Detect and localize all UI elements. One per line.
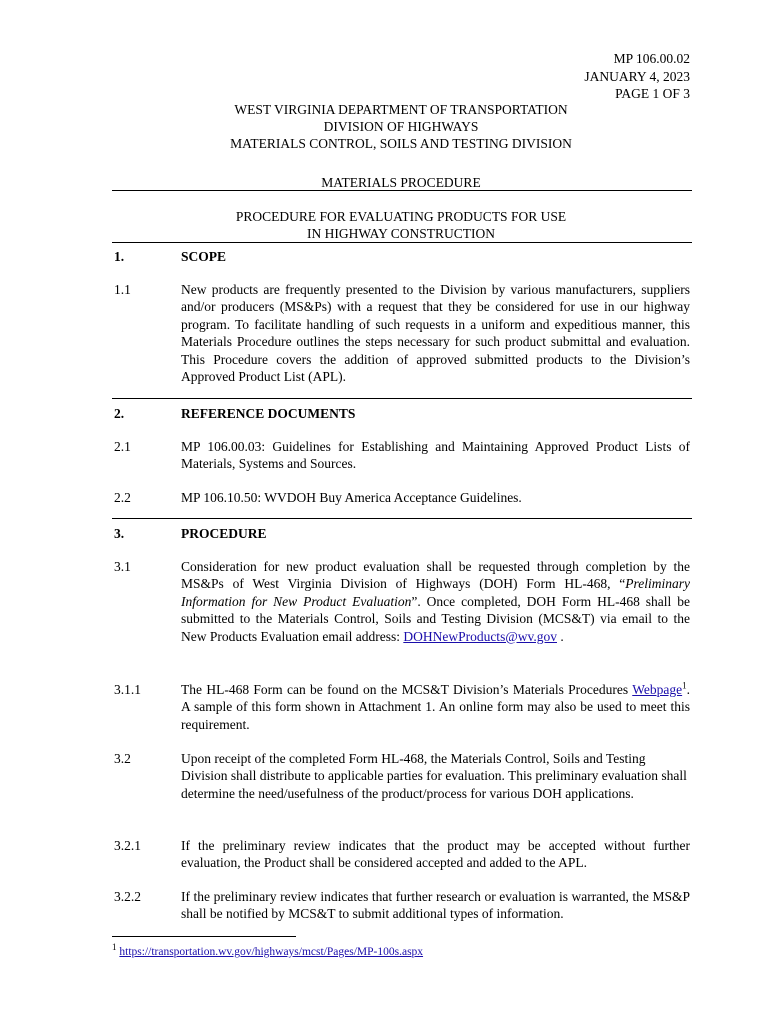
agency-line-2: DIVISION OF HIGHWAYS bbox=[323, 119, 479, 134]
agency-line-3: MATERIALS CONTROL, SOILS AND TESTING DIVISION bbox=[230, 136, 572, 151]
paragraph-3-1-text: Consideration for new product evaluation shall be requested through completion by the MS&Ps of West Virginia Division of Highways (DOH) Form HL-468, “ bbox=[181, 559, 690, 592]
section-heading-procedure: PROCEDURE bbox=[181, 526, 267, 541]
section-heading-scope: SCOPE bbox=[181, 249, 227, 264]
paragraph-number: 3.1 bbox=[114, 559, 131, 574]
doc-number: MP 106.00.02 bbox=[613, 51, 690, 66]
paragraph-number: 3.2.2 bbox=[114, 889, 141, 904]
agency-line-1: WEST VIRGINIA DEPARTMENT OF TRANSPORTATION bbox=[234, 102, 568, 117]
paragraph-2-1: MP 106.00.03: Guidelines for Establishing and Maintaining Approved Product Lists of Materials, Systems and Sources. bbox=[181, 439, 690, 472]
title-line-1: PROCEDURE FOR EVALUATING PRODUCTS FOR USE bbox=[235, 209, 567, 224]
section-heading-reference-documents: REFERENCE DOCUMENTS bbox=[181, 406, 356, 421]
divider bbox=[112, 242, 692, 243]
doc-date: JANUARY 4, 2023 bbox=[584, 68, 690, 84]
footnote-ref: 1 bbox=[682, 680, 687, 691]
webpage-link[interactable]: Webpage bbox=[632, 682, 683, 697]
section-number: 3. bbox=[114, 526, 125, 541]
footnote-divider bbox=[112, 936, 296, 937]
paragraph-number: 3.1.1 bbox=[114, 682, 141, 697]
paragraph-2-2: MP 106.10.50: WVDOH Buy America Acceptance Guidelines. bbox=[181, 490, 522, 505]
paragraph-3-2-2: If the preliminary review indicates that further research or evaluation is warranted, the MS&P shall be notified by MCS&T to submit additional types of information. bbox=[181, 889, 690, 922]
agency-block bbox=[112, 101, 690, 152]
paragraph-number: 1.1 bbox=[114, 282, 131, 297]
footnote-url-link[interactable]: https://transportation.wv.gov/highways/mcst/Pages/MP-100s.aspx bbox=[119, 946, 424, 958]
paragraph-3-1 bbox=[181, 558, 690, 645]
document-header bbox=[584, 50, 690, 103]
paragraph-3-2-1: If the preliminary review indicates that the product may be accepted without further evaluation, the Product shall be considered accepted and added to the APL. bbox=[181, 838, 690, 871]
paragraph-number: 3.2 bbox=[114, 751, 131, 766]
paragraph-3-1-text: . bbox=[557, 628, 564, 644]
paragraph-3-1-1-text: The HL-468 Form can be found on the MCS&T Division’s Materials Procedures bbox=[181, 682, 633, 697]
divider bbox=[112, 190, 692, 191]
divider bbox=[112, 518, 692, 519]
divider bbox=[112, 398, 692, 399]
paragraph-number: 3.2.1 bbox=[114, 838, 141, 853]
footnote bbox=[112, 942, 424, 959]
page-title bbox=[112, 208, 690, 242]
paragraph-3-1-1 bbox=[181, 681, 690, 733]
page-indicator: PAGE 1 OF 3 bbox=[615, 86, 690, 101]
form-title-italic: Preliminary Information for New Product Evaluation bbox=[181, 576, 690, 609]
paragraph-3-1-1-text: . A sample of this form shown in Attachment 1. An online form may also be used to meet this requirement. bbox=[181, 682, 690, 732]
email-link[interactable]: DOHNewProducts@wv.gov bbox=[403, 628, 557, 644]
paragraph-1-1: New products are frequently presented to the Division by various manufacturers, suppliers and/or producers (MS&Ps) with a request that they be considered for use in our highway program. To facilitate handling of such requests in a uniform and expeditious manner, this Materials Procedure outlines the steps necessary for such product submittal and evaluation. This Procedure covers the addition of approved submitted products to the Division’s Approved Product List (APL). bbox=[181, 282, 690, 385]
section-number: 2. bbox=[114, 406, 125, 421]
paragraph-3-1-text: ”. Once completed, DOH Form HL-468 shall be submitted to the Materials Control, Soils and Testing Division (MCS&T) via email to the New Products Evaluation email address: bbox=[181, 593, 691, 644]
paragraph-number: 2.2 bbox=[114, 490, 131, 505]
section-number: 1. bbox=[114, 249, 125, 264]
paragraph-number: 2.1 bbox=[114, 439, 131, 454]
title-line-2: IN HIGHWAY CONSTRUCTION bbox=[307, 226, 495, 241]
footnote-marker: 1 bbox=[112, 942, 117, 953]
paragraph-3-2: Upon receipt of the completed Form HL-468, the Materials Control, Soils and Testing Division shall distribute to applicable parties for evaluation. This preliminary evaluation shall determine the need/usefulness of the product/process for various DOH applications. bbox=[181, 751, 687, 801]
doc-type: MATERIALS PROCEDURE bbox=[321, 175, 481, 190]
